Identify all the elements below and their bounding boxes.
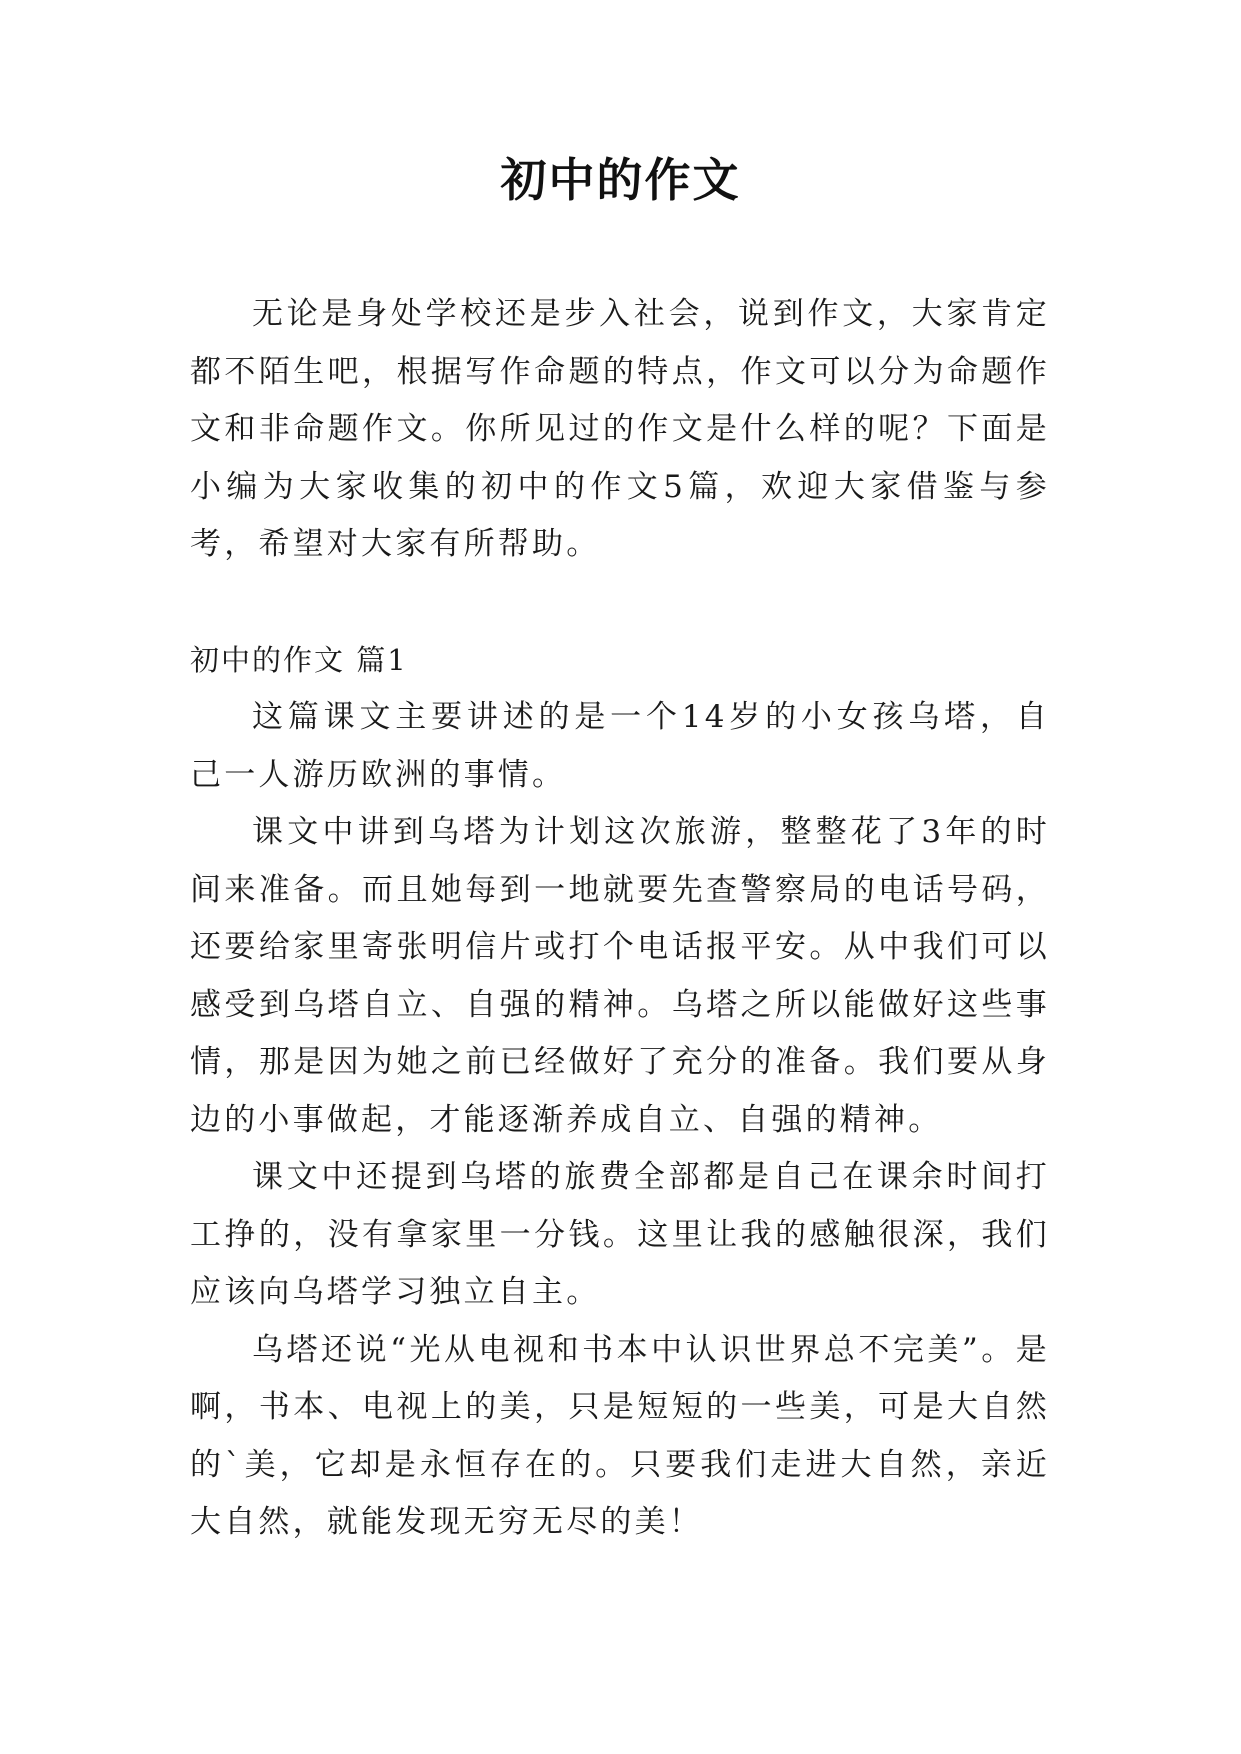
section-heading: 初中的作文 篇1 <box>190 642 408 677</box>
document-body <box>190 286 1050 1552</box>
section-gap <box>190 574 1050 632</box>
body-paragraph-2: 课文中讲到乌塔为计划这次旅游，整整花了3年的时间来准备。而且她每到一地就要先查警察局的电话号码，还要给家里寄张明信片或打个电话报平安。从中我们可以感受到乌塔自立、自强的精神。乌塔之所以能做好这些事情，那是因为她之前已经做好了充分的准备。我们要从身边的小事做起，才能逐渐养成自立、自强的精神。 <box>190 814 1050 1138</box>
intro-paragraph: 无论是身处学校还是步入社会，说到作文，大家肯定都不陌生吧，根据写作命题的特点，作文可以分为命题作文和非命题作文。你所见过的作文是什么样的呢？下面是小编为大家收集的初中的作文5篇，欢迎大家借鉴与参考，希望对大家有所帮助。 <box>190 296 1050 562</box>
body-paragraph-1: 这篇课文主要讲述的是一个14岁的小女孩乌塔，自己一人游历欧洲的事情。 <box>190 699 1050 793</box>
document-title: 初中的作文 <box>500 153 741 207</box>
body-paragraph-4: 乌塔还说“光从电视和书本中认识世界总不完美”。是啊，书本、电视上的美，只是短短的一些美，可是大自然的`美，它却是永恒存在的。只要我们走进大自然，亲近大自然，就能发现无穷无尽的美！ <box>190 1331 1050 1540</box>
body-paragraph-3: 课文中还提到乌塔的旅费全部都是自己在课余时间打工挣的，没有拿家里一分钱。这里让我的感触很深，我们应该向乌塔学习独立自主。 <box>190 1159 1050 1310</box>
